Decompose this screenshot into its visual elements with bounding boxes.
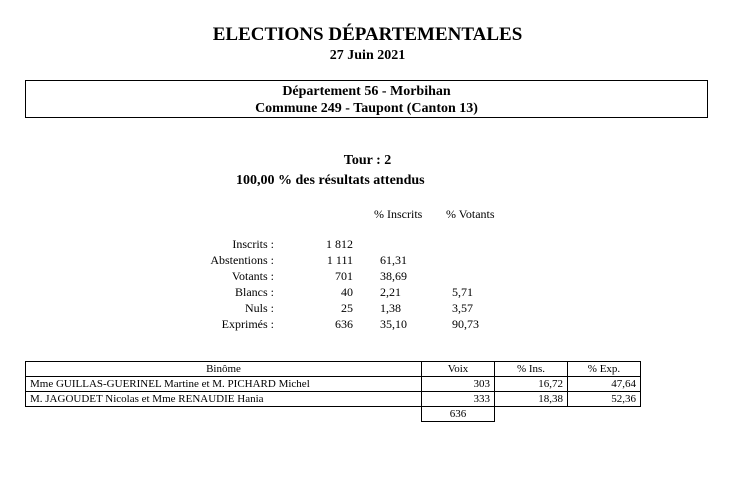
stat-label: Blancs : — [235, 285, 274, 299]
col-header-pct-votants: % Votants — [446, 207, 495, 221]
col-header-pct-inscrits: % Inscrits — [374, 207, 423, 221]
stat-label: Inscrits : — [232, 237, 274, 251]
location-box — [25, 80, 708, 118]
stat-value: 636 — [335, 317, 353, 331]
stat-pct-ins: 35,10 — [380, 317, 407, 331]
stat-value: 40 — [341, 285, 353, 299]
cell-pct-exp: 52,36 — [568, 392, 641, 407]
cell-binome: M. JAGOUDET Nicolas et Mme RENAUDIE Hania — [26, 392, 422, 407]
cell-pct-ins: 18,38 — [495, 392, 568, 407]
stat-pct-ins — [380, 236, 440, 252]
header-pct-ins: % Ins. — [495, 362, 568, 377]
stat-label: Abstentions : — [210, 253, 274, 267]
election-date: 27 Juin 2021 — [329, 48, 406, 63]
results-expected: 100,00 % des résultats attendus — [236, 173, 425, 188]
table-header-row — [26, 362, 641, 377]
stat-pct-ins: 1,38 — [380, 301, 401, 315]
total-spacer — [495, 407, 568, 422]
stat-value: 25 — [341, 301, 353, 315]
commune-label: Commune 249 - Taupont (Canton 13) — [255, 101, 478, 116]
total-spacer — [568, 407, 641, 422]
department-label: Département 56 - Morbihan — [282, 84, 451, 99]
stat-pct-vot — [452, 268, 512, 284]
results-table — [25, 361, 641, 422]
cell-binome: Mme GUILLAS-GUERINEL Martine et M. PICHARD Michel — [26, 377, 422, 392]
header-pct-exp: % Exp. — [568, 362, 641, 377]
stat-label: Votants : — [231, 269, 274, 283]
cell-pct-ins: 16,72 — [495, 377, 568, 392]
stat-label: Exprimés : — [221, 317, 274, 331]
header-voix: Voix — [422, 362, 495, 377]
cell-voix: 333 — [422, 392, 495, 407]
cell-voix: 303 — [422, 377, 495, 392]
stat-pct-vot: 90,73 — [452, 317, 479, 331]
stat-pct-vot: 3,57 — [452, 301, 473, 315]
stat-pct-ins: 61,31 — [380, 253, 407, 267]
cell-pct-exp: 47,64 — [568, 377, 641, 392]
table-row — [26, 377, 641, 392]
stat-value: 1 812 — [326, 237, 353, 251]
page-title: ELECTIONS DÉPARTEMENTALES — [212, 24, 523, 45]
stat-pct-vot — [452, 236, 512, 252]
tour-label: Tour : 2 — [343, 153, 392, 168]
stat-pct-ins: 38,69 — [380, 269, 407, 283]
total-voix: 636 — [422, 407, 495, 422]
table-total-row — [26, 407, 641, 422]
table-row — [26, 392, 641, 407]
total-spacer — [26, 407, 422, 422]
stat-pct-vot — [452, 252, 512, 268]
stat-pct-ins: 2,21 — [380, 285, 401, 299]
stat-value: 1 111 — [326, 253, 353, 267]
stat-label: Nuls : — [244, 301, 274, 315]
header-binome: Binôme — [26, 362, 422, 377]
stat-value: 701 — [335, 269, 353, 283]
stat-pct-vot: 5,71 — [452, 285, 473, 299]
